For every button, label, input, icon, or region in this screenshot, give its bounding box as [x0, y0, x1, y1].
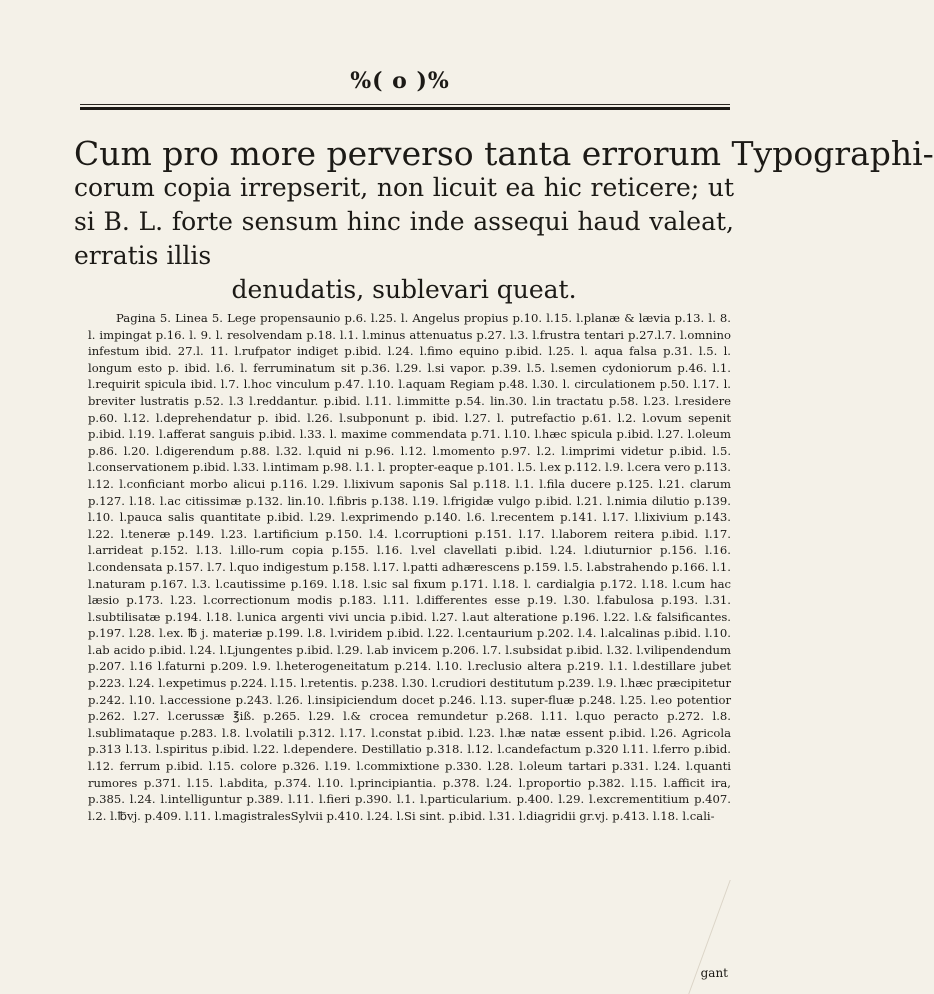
errata-list [88, 310, 731, 824]
heading-line-1: Cum pro more perverso tanta errorum Typographi- [74, 134, 934, 173]
heading-line-2: corum copia irrepserit, non licuit ea hic reticere; ut si B. L. forte sensum hinc inde assequi haud valeat, erratis illis [74, 173, 734, 270]
divider-thick [80, 107, 730, 110]
errata-text: Pagina 5. Linea 5. Lege propensaunio p.6. l.25. l. Angelus propius p.10. l.15. l.planæ & lævia p.13. l. 8. l. impingat p.16. l. 9. l. resolvendam p.18. l.1. l.minus attenuatus p.27. l.3. l.frustra tentari p.27.l.7. l.omnino infestum ibid. 27.l. 11. l.rufpator indiget p.ibid. l.24. l.fimo equino p.ibid. l.25. l. aqua falsa p.31. l.5. l. longum esto p. ibid. l.6. l. ferruminatum sit p.36. l.29. l.si vapor. p.39. l.5. l.semen cydoniorum p.46. l.1. l.requirit spicula ibid. l.7. l.hoc vinculum p.47. l.10. l.aquam Regiam p.48. l.30. l. circulationem p.50. l.17. l. breviter lustratis p.52. l.3 l.reddantur. p.ibid. l.11. l.immitte p.54. lin.30. l.in tractatu p.58. l.23. l.residere p.60. l.12. l.deprehendatur p. ibid. l.26. l.subponunt p. ibid. l.27. l. putrefactio p.61. l.2. l.ovum sepenit p.ibid. l.19. l.afferat sanguis p.ibid. l.33. l. maxime commendata p.71. l.10. l.hæc spicula p.ibid. l.27. l.oleum p.86. l.20. l.digerendum p.88. l.32. l.quid ni p.96. l.12. l.momento p.97. l.2. l.imprimi videtur p.ibid. l.5. l.conservationem p.ibid. l.33. l.intimam p.98. l.1. l. propter-eaque p.101. l.5. l.ex p.112. l.9. l.cera vero p.113. l.12. l.conficiant morbo alicui p.116. l.29. l.lixivum saponis Sal p.118. l.1. l.fila ducere p.125. l.21. clarum p.127. l.18. l.ac citissimæ p.132. lin.10. l.fibris p.138. l.19. l.frigidæ vulgo p.ibid. l.21. l.nimia dilutio p.139. l.10. l.pauca salis quantitate p.ibid. l.29. l.exprimendo p.140. l.6. l.recentem p.141. l.17. l.lixivium p.143. l.22. l.teneræ p.149. l.23. l.artificium p.150. l.4. l.corruptioni p.151. l.17. l.laborem reitera p.ibid. l.17. l.arrideat p.152. l.13. l.illo-rum copia p.155. l.16. l.vel clavellati p.ibid. l.24. l.diuturnior p.156. l.16. l.condensata p.157. l.7. l.quo indigestum p.158. l.17. l.patti adhærescens p.159. l.5. l.abstrahendo p.166. l.1. l.naturam p.167. l.3. l.cautissime p.169. l.18. l.sic sal fixum p.171. l.18. l. cardialgia p.172. l.18. l.cum hac læsio p.173. l.23. l.correctionum modis p.183. l.11. l.differentes esse p.19. l.30. l.fabulosa p.193. l.31. l.subtilisatæ p.194. l.18. l.unica argenti vivi uncia p.ibid. l.27. l.aut alteratione p.196. l.22. l.& falsificantes. p.197. l.28. l.ex. ℔ j. materiæ p.199. l.8. l.viridem p.ibid. l.22. l.centaurium p.202. l.4. l.alcalinas p.ibid. l.10. l.ab acido p.ibid. l.24. l.Ljungentes p.ibid. l.29. l.ab invicem p.206. l.7. l.subsidat p.ibid. l.32. l.vilipendendum p.207. l.16 l.faturni p.209. l.9. l.heterogeneitatum p.214. l.10. l.reclusio altera p.219. l.1. l.destillare jubet p.223. l.24. l.expetimus p.224. l.15. l.retentis. p.238. l.30. l.crudiori destitutum p.239. l.9. l.hæc præcipitetur p.242. l.10. l.accessione p.243. l.26. l.insipiciendum docet p.246. l.13. super-fluæ p.248. l.25. l.eo potentior p.262. l.27. l.cerussæ ℥iß. p.265. l.29. l.& crocea remundetur p.268. l.11. l.quo peracto p.272. l.8. l.sublimataque p.283. l.8. l.volatili p.312. l.17. l.constat p.ibid. l.23. l.hæ natæ essent p.ibid. l.26. Agricola p.313 l.13. l.spiritus p.ibid. l.22. l.dependere. Destillatio p.318. l.12. l.candefactum p.320 l.11. l.ferro p.ibid. l.12. ferrum p.ibid. l.15. colore p.326. l.19. l.commixtione p.330. l.28. l.oleum tartari p.331. l.24. l.quanti rumores p.371. l.15. l.abdita, p.374. l.10. l.principiantia. p.378. l.24. l.proportio p.382. l.15. l.afficit ira, p.385. l.24. l.intelliguntur p.389. l.11. l.fieri p.390. l.1. l.particularium. p.400. l.29. l.excrementitium p.407. l.2. l.℔vj. p.409. l.11. l.magistralesSylvii p.410. l.24. l.Si sint. p.ibid. l.31. l.diagridii gr.vj. p.413. l.18. l.cali- [88, 311, 731, 823]
heading-line-3: denudatis, sublevari queat. [231, 275, 577, 304]
errata-heading [74, 134, 934, 307]
catchword: gant [700, 966, 728, 980]
divider-thin [80, 104, 730, 105]
page-fold-shadow [688, 880, 820, 994]
header-ornament: %( o )% [350, 68, 450, 94]
